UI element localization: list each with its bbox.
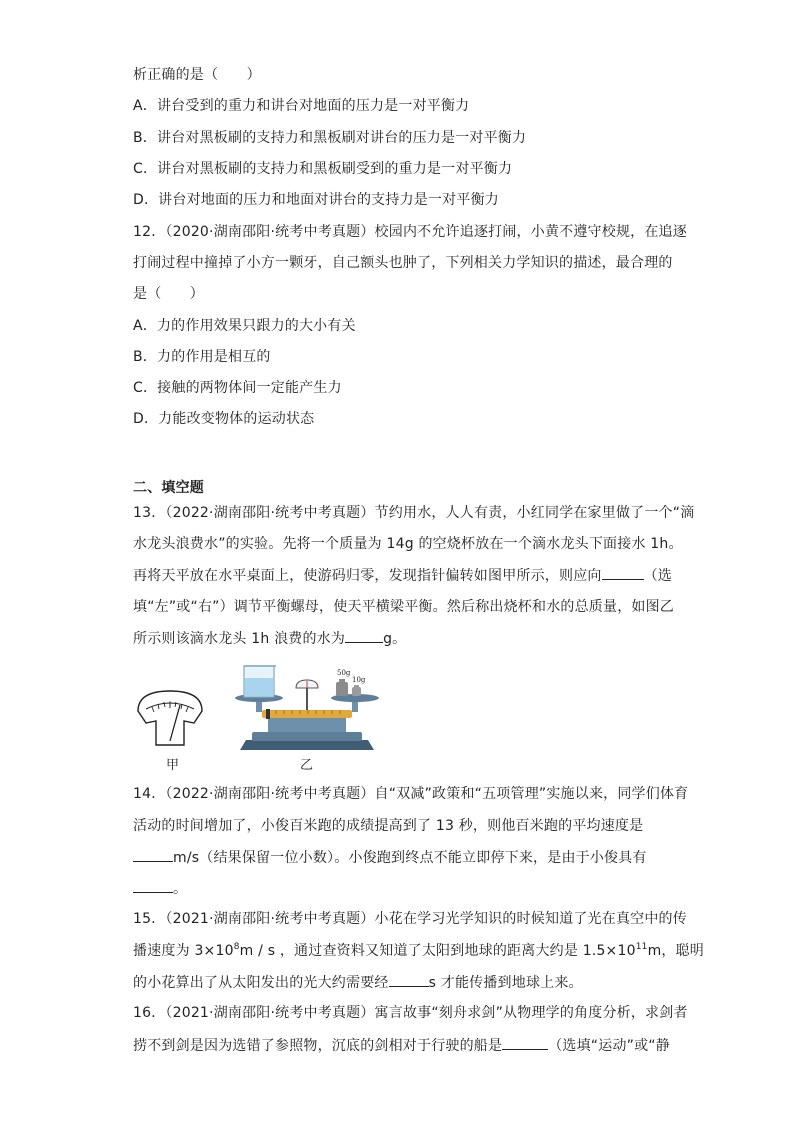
q11-option-d: D．讲台对地面的压力和地面对讲台的支持力是一对平衡力 xyxy=(133,192,499,208)
q16-line-1: 16．（2021·湖南邵阳·统考中考真题）寓言故事“刻舟求剑”从物理学的角度分析，求剑者 xyxy=(133,1005,688,1021)
q13-line-5-tail: g。 xyxy=(383,631,407,647)
q12-line-1: 12．（2020·湖南邵阳·统考中考真题）校园内不允许追逐打闹，小黄不遵守校规，在追逐 xyxy=(133,224,687,240)
answer-blank-q13-mass[interactable] xyxy=(345,628,383,643)
q15-exponent-1: 8 xyxy=(233,942,240,952)
figure-caption-b: 乙 xyxy=(300,758,314,773)
q14-line-4-text: 。 xyxy=(173,881,188,897)
q14-line-4 xyxy=(133,878,187,899)
q13-line-1: 13．（2022·湖南邵阳·统考中考真题）节约用水，人人有责，小红同学在家里做了一个“滴 xyxy=(133,505,695,521)
q13-line-4: 填“左”或“右”）调节平衡螺母，使天平横梁平衡。然后称出烧杯和水的总质量，如图乙 xyxy=(133,599,675,615)
balance-scale-figure xyxy=(232,660,382,754)
scale-dial-figure xyxy=(130,683,210,749)
q12-option-b: B．力的作用是相互的 xyxy=(133,349,271,365)
q16-line-2 xyxy=(133,1035,670,1056)
answer-blank-q16-motion[interactable] xyxy=(502,1035,548,1050)
q12-line-2: 打闹过程中撞掉了小方一颗牙，自己额头也肿了，下列相关力学知识的描述，最合理的 xyxy=(133,255,673,271)
q15-line-2-text-b: m / s ，通过查资料又知道了太阳到地球的距离大约是 1.5×10 xyxy=(239,943,636,959)
answer-blank-q13-direction[interactable] xyxy=(602,565,644,580)
q13-line-5 xyxy=(133,628,406,649)
q13-line-2: 水龙头浪费水”的实验。先将一个质量为 14g 的空烧杯放在一个滴水龙头下面接水 1h。 xyxy=(133,536,683,552)
q15-line-3-tail: s 才能传播到地球上来。 xyxy=(428,975,583,991)
q12-option-c: C．接触的两物体间一定能产生力 xyxy=(133,380,342,396)
q15-line-3-text: 的小花算出了从太阳发出的光大约需要经 xyxy=(133,975,389,991)
q11-option-a: A．讲台受到的重力和讲台对地面的压力是一对平衡力 xyxy=(133,98,470,114)
answer-blank-q14-inertia[interactable] xyxy=(133,878,173,893)
q11-option-c: C．讲台对黑板刷的支持力和黑板刷受到的重力是一对平衡力 xyxy=(133,161,513,177)
q15-line-2 xyxy=(133,941,704,963)
q15-line-2-text-c: m，聪明 xyxy=(647,943,704,959)
q14-line-2: 活动的时间增加了，小俊百米跑的成绩提高到了 13 秒，则他百米跑的平均速度是 xyxy=(133,818,644,834)
q11-stem-tail: 析正确的是（ ） xyxy=(133,67,261,83)
answer-blank-q14-speed[interactable] xyxy=(133,847,173,862)
weight-label-10g: 10g xyxy=(352,676,366,684)
q13-line-5-text: 所示则该滴水龙头 1h 浪费的水为 xyxy=(133,631,346,647)
figure-caption-a: 甲 xyxy=(166,758,180,773)
q11-option-b: B．讲台对黑板刷的支持力和黑板刷对讲台的压力是一对平衡力 xyxy=(133,130,527,146)
rider-icon xyxy=(266,709,270,719)
q13-line-3-tail: （选 xyxy=(643,568,673,584)
q15-line-2-text-a: 播速度为 3×10 xyxy=(133,943,234,959)
q14-line-3 xyxy=(133,847,647,868)
answer-blank-q15-time[interactable] xyxy=(389,972,429,987)
q15-exponent-2: 11 xyxy=(635,942,648,952)
q12-line-3: 是（ ） xyxy=(133,286,204,302)
weight-label-50g: 50g xyxy=(337,669,351,677)
q15-line-3 xyxy=(133,972,583,993)
q13-line-3-text: 再将天平放在水平桌面上，使游码归零，发现指针偏转如图甲所示，则应向 xyxy=(133,568,602,584)
section-heading-fill-blank: 二、填空题 xyxy=(133,480,204,496)
q16-line-2-tail: （选填“运动”或“静 xyxy=(548,1038,670,1054)
q12-option-d: D．力能改变物体的运动状态 xyxy=(133,411,315,427)
q15-line-1: 15．（2021·湖南邵阳·统考中考真题）小花在学习光学知识的时候知道了光在真空中的传 xyxy=(133,911,687,927)
q12-option-a: A．力的作用效果只跟力的大小有关 xyxy=(133,318,356,334)
q13-line-3 xyxy=(133,565,672,586)
q14-line-1: 14．（2022·湖南邵阳·统考中考真题）自“双减”政策和“五项管理”实施以来，同学们体育 xyxy=(133,786,689,802)
q14-line-3-text: m/s（结果保留一位小数）。小俊跑到终点不能立即停下来，是由于小俊具有 xyxy=(173,850,647,866)
q16-line-2-text: 捞不到剑是因为选错了参照物，沉底的剑相对于行驶的船是 xyxy=(133,1038,503,1054)
